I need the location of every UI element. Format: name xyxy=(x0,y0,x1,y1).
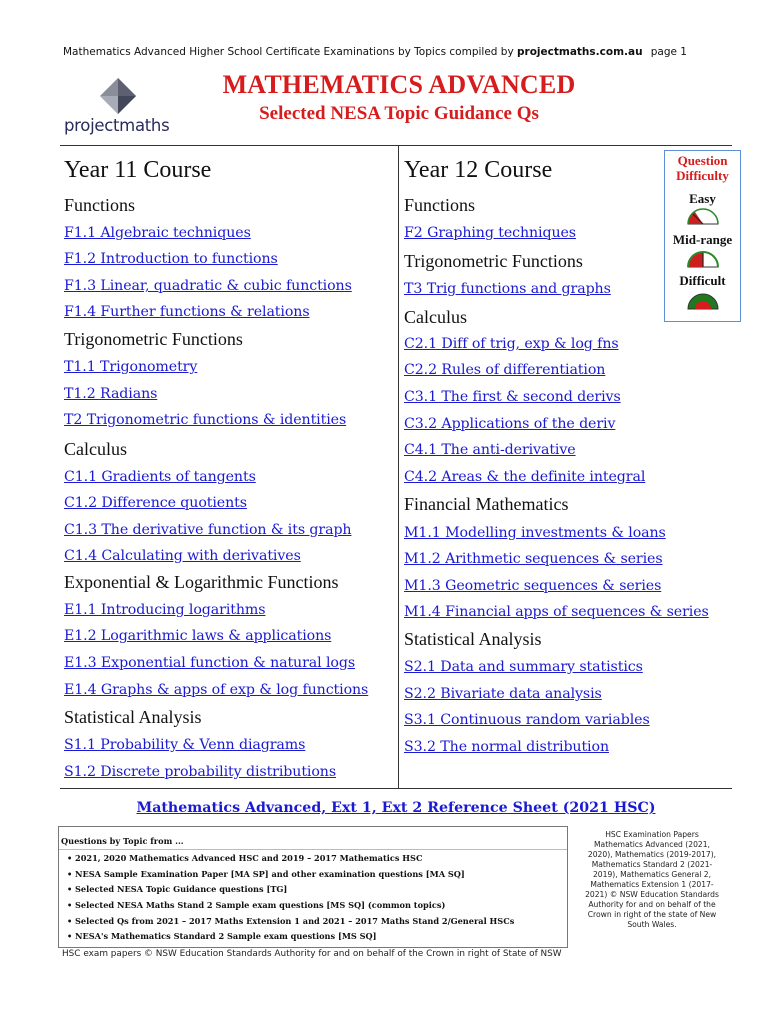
topic-link[interactable]: S3.1 Continuous random variables xyxy=(404,712,650,728)
topic-link[interactable]: T1.1 Trigonometry xyxy=(64,359,198,375)
difficult-gauge-icon xyxy=(686,292,720,310)
topic-link[interactable]: C2.2 Rules of differentiation xyxy=(404,362,606,378)
difficulty-difficult-label: Difficult xyxy=(679,273,726,288)
difficulty-mid-label: Mid-range xyxy=(672,232,733,247)
section-title: Statistical Analysis xyxy=(64,707,202,727)
reference-sheet-link[interactable]: Mathematics Advanced, Ext 1, Ext 2 Reference Sheet (2021 HSC) xyxy=(136,800,656,816)
questions-box-title: Questions by Topic from ... xyxy=(61,836,184,846)
topic-link[interactable]: F1.1 Algebraic techniques xyxy=(64,225,251,241)
list-item: • NESA Sample Examination Paper [MA SP] and other examination questions [MA SQ] xyxy=(75,867,565,883)
section-title: Calculus xyxy=(64,439,127,459)
topic-link[interactable]: S1.1 Probability & Venn diagrams xyxy=(64,737,306,753)
list-item: • NESA's Mathematics Standard 2 Sample exam questions [MS SQ] xyxy=(75,929,565,945)
topic-link[interactable]: F1.2 Introduction to functions xyxy=(64,251,278,267)
site-name[interactable]: projectmaths.com.au xyxy=(517,46,643,58)
list-item: • Selected NESA Maths Stand 2 Sample exam questions [MS SQ] (common topics) xyxy=(75,898,565,914)
topic-link[interactable]: F1.3 Linear, quadratic & cubic functions xyxy=(64,278,352,294)
topic-link[interactable]: E1.2 Logarithmic laws & applications xyxy=(64,628,332,644)
topic-link[interactable]: M1.1 Modelling investments & loans xyxy=(404,525,666,541)
topic-link[interactable]: T1.2 Radians xyxy=(64,386,158,402)
section-title: Functions xyxy=(404,195,476,215)
topic-link[interactable]: C3.1 The first & second derivs xyxy=(404,389,621,405)
topic-link[interactable]: C2.1 Diff of trig, exp & log fns xyxy=(404,336,619,352)
topic-link[interactable]: E1.4 Graphs & apps of exp & log functions xyxy=(64,682,369,698)
questions-by-topic-box xyxy=(58,826,568,948)
page-subtitle: Selected NESA Topic Guidance Qs xyxy=(259,103,539,124)
difficulty-heading: Question Difficulty xyxy=(676,153,729,183)
topic-link[interactable]: E1.3 Exponential function & natural logs xyxy=(64,655,356,671)
page-header xyxy=(63,46,687,58)
topic-link[interactable]: S2.1 Data and summary statistics xyxy=(404,659,643,675)
list-item: • Selected NESA Topic Guidance questions [TG] xyxy=(75,882,565,898)
topic-link[interactable]: E1.1 Introducing logarithms xyxy=(64,602,266,618)
list-item: • 2021, 2020 Mathematics Advanced HSC and 2019 – 2017 Mathematics HSC xyxy=(75,851,565,867)
list-item: • Selected Qs from 2021 – 2017 Maths Extension 1 and 2021 – 2017 Maths Stand 2/General HSCs xyxy=(75,914,565,930)
topic-link[interactable]: T3 Trig functions and graphs xyxy=(404,281,611,297)
row-divider xyxy=(59,849,567,850)
topic-link[interactable]: S2.2 Bivariate data analysis xyxy=(404,686,602,702)
topic-link[interactable]: C1.4 Calculating with derivatives xyxy=(64,548,301,564)
questions-list xyxy=(59,851,565,945)
topic-link[interactable]: C1.2 Difference quotients xyxy=(64,495,247,511)
difficulty-legend xyxy=(664,150,741,322)
topic-link[interactable]: M1.4 Financial apps of sequences & series xyxy=(404,604,709,620)
topic-link[interactable]: F1.4 Further functions & relations xyxy=(64,304,310,320)
projectmaths-logo xyxy=(62,76,180,142)
section-title: Statistical Analysis xyxy=(404,629,542,649)
section-title: Trigonometric Functions xyxy=(404,251,583,271)
page-footer: HSC exam papers © NSW Education Standards Authority for and on behalf of the Crown in right of State of NSW xyxy=(62,949,562,959)
topic-link[interactable]: C3.2 Applications of the deriv xyxy=(404,416,616,432)
page-title: MATHEMATICS ADVANCED xyxy=(222,70,576,99)
topic-link[interactable]: M1.2 Arithmetic sequences & series xyxy=(404,551,663,567)
mid-range-gauge-icon xyxy=(686,250,720,268)
section-title: Trigonometric Functions xyxy=(64,329,243,349)
year12-heading: Year 12 Course xyxy=(404,157,553,183)
bottom-divider xyxy=(60,788,732,789)
topic-link[interactable]: M1.3 Geometric sequences & series xyxy=(404,578,662,594)
section-title: Calculus xyxy=(404,307,467,327)
diamond-logo-icon xyxy=(98,76,138,116)
column-divider xyxy=(398,145,399,788)
topic-link[interactable]: F2 Graphing techniques xyxy=(404,225,576,241)
topic-link[interactable]: S1.2 Discrete probability distributions xyxy=(64,764,337,780)
compiled-by-text: Mathematics Advanced Higher School Certificate Examinations by Topics compiled by xyxy=(63,46,518,58)
page-number: page 1 xyxy=(650,46,687,58)
topic-link[interactable]: C4.2 Areas & the definite integral xyxy=(404,469,646,485)
topic-link[interactable]: C4.1 The anti-derivative xyxy=(404,442,576,458)
logo-wordmark: projectmaths xyxy=(64,116,170,135)
top-divider xyxy=(60,145,732,146)
topic-link[interactable]: C1.1 Gradients of tangents xyxy=(64,469,256,485)
section-title: Exponential & Logarithmic Functions xyxy=(64,572,339,592)
section-title: Functions xyxy=(64,195,136,215)
difficulty-easy-label: Easy xyxy=(689,191,716,206)
topic-link[interactable]: C1.3 The derivative function & its graph xyxy=(64,522,352,538)
section-title: Financial Mathematics xyxy=(404,494,569,514)
topic-link[interactable]: S3.2 The normal distribution xyxy=(404,739,609,755)
year11-heading: Year 11 Course xyxy=(64,157,212,183)
easy-gauge-icon xyxy=(686,207,720,225)
copyright-notice: HSC Examination Papers Mathematics Advanced (2021, 2020), Mathematics (2019-2017), Mathematics Standard 2 (2021-2019), Mathematics General 2, Mathematics Extension 1 (2017-2021) © NSW Education Standards Authority for and on behalf of the Crown in right of the state of New South Wales. xyxy=(585,830,719,929)
topic-link[interactable]: T2 Trigonometric functions & identities xyxy=(64,412,347,428)
